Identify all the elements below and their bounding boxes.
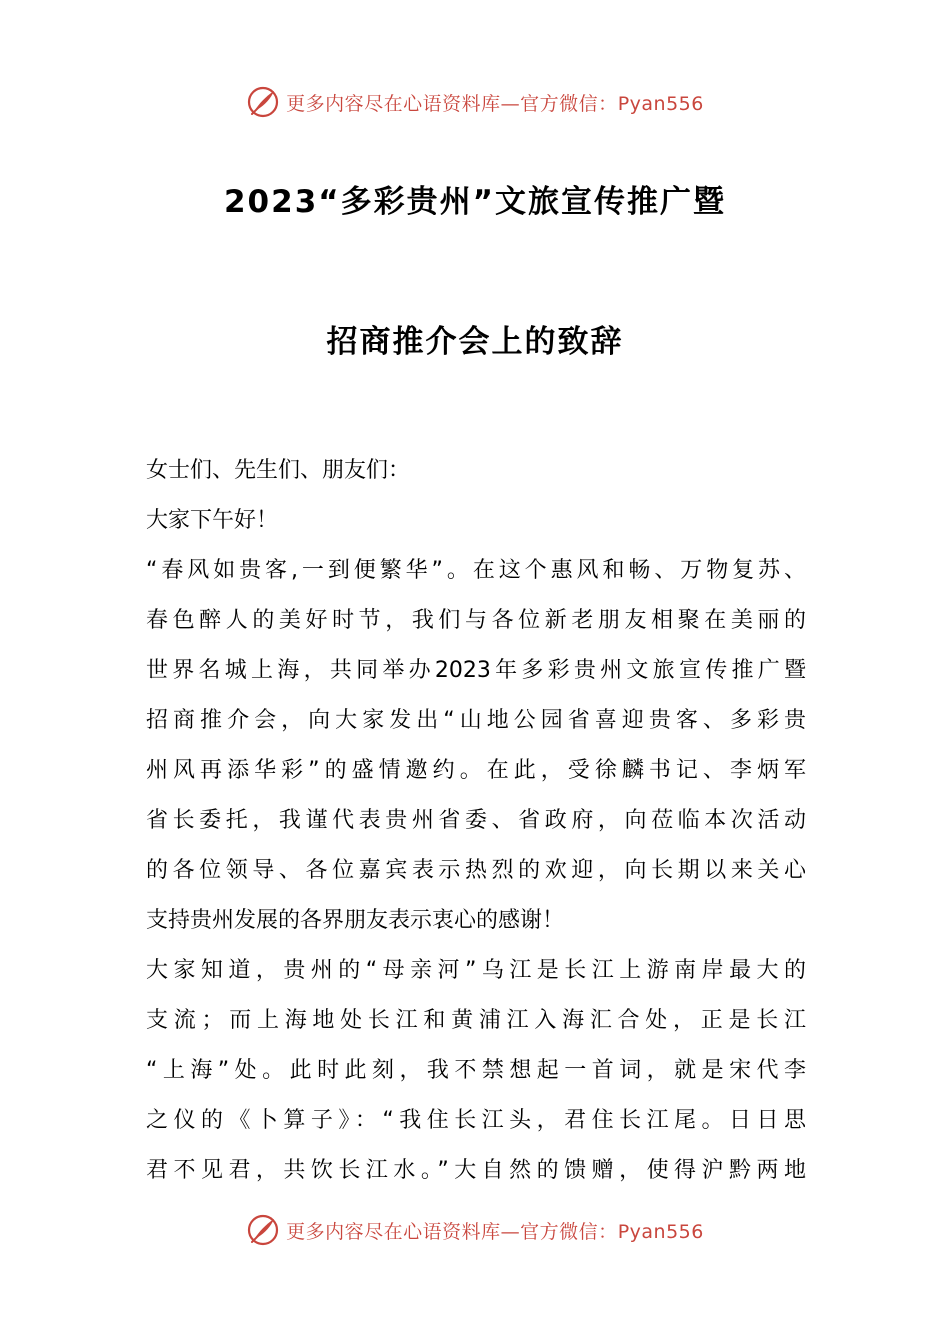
body-line: 支持贵州发展的各界朋友表示衷心的感谢！ [146,908,565,933]
body-line: 省长委托，我谨代表贵州省委、省政府，向莅临本次活动 [146,808,806,833]
body-line: 之仪的《卜算子》：“我住长江头，君住长江尾。日日思 [146,1108,806,1133]
wechat-label: 官方微信： [520,92,618,115]
body-line: 招商推介会，向大家发出“山地公园省喜迎贵客、多彩贵 [146,708,806,733]
header-watermark-banner [0,82,950,122]
body-line: 女士们、先生们、朋友们： [146,458,411,483]
header-watermark-text [286,89,704,116]
feather-quill-logo-icon [246,1213,280,1247]
body-line: 支流；而上海地处长江和黄浦江入海汇合处，正是长江 [146,1008,806,1033]
feather-quill-logo-icon [246,85,280,119]
footer-watermark-banner [0,1210,950,1250]
wechat-id: Pyan556 [617,92,704,115]
body-line: “上海”处。此时此刻，我不禁想起一首词，就是宋代李 [146,1058,806,1083]
body-line: 春色醉人的美好时节，我们与各位新老朋友相聚在美丽的 [146,608,806,633]
body-line: 的各位领导、各位嘉宾表示热烈的欢迎，向长期以来关心 [146,858,806,883]
banner-dash: — [500,92,521,115]
body-line: 世界名城上海，共同举办2023年多彩贵州文旅宣传推广暨 [146,658,806,683]
body-line: 大家下午好！ [146,508,279,533]
body-line: “春风如贵客,一到便繁华”。在这个惠风和畅、万物复苏、 [146,558,806,583]
document-title-line-1: 2023“多彩贵州”文旅宣传推广暨 [223,184,727,220]
wechat-label: 官方微信： [520,1220,618,1243]
document-body [146,446,806,1196]
brand-text: 更多内容尽在心语资料库 [286,1220,501,1243]
footer-watermark-text [286,1217,704,1244]
body-line: 州风再添华彩”的盛情邀约。在此，受徐麟书记、李炳军 [146,758,806,783]
brand-text: 更多内容尽在心语资料库 [286,92,501,115]
body-line: 君不见君，共饮长江水。”大自然的馈赠，使得沪黔两地 [146,1158,806,1183]
wechat-id: Pyan556 [617,1220,704,1243]
document-title-line-2: 招商推介会上的致辞 [326,324,624,360]
banner-dash: — [500,1220,521,1243]
body-line: 大家知道，贵州的“母亲河”乌江是长江上游南岸最大的 [146,958,806,983]
